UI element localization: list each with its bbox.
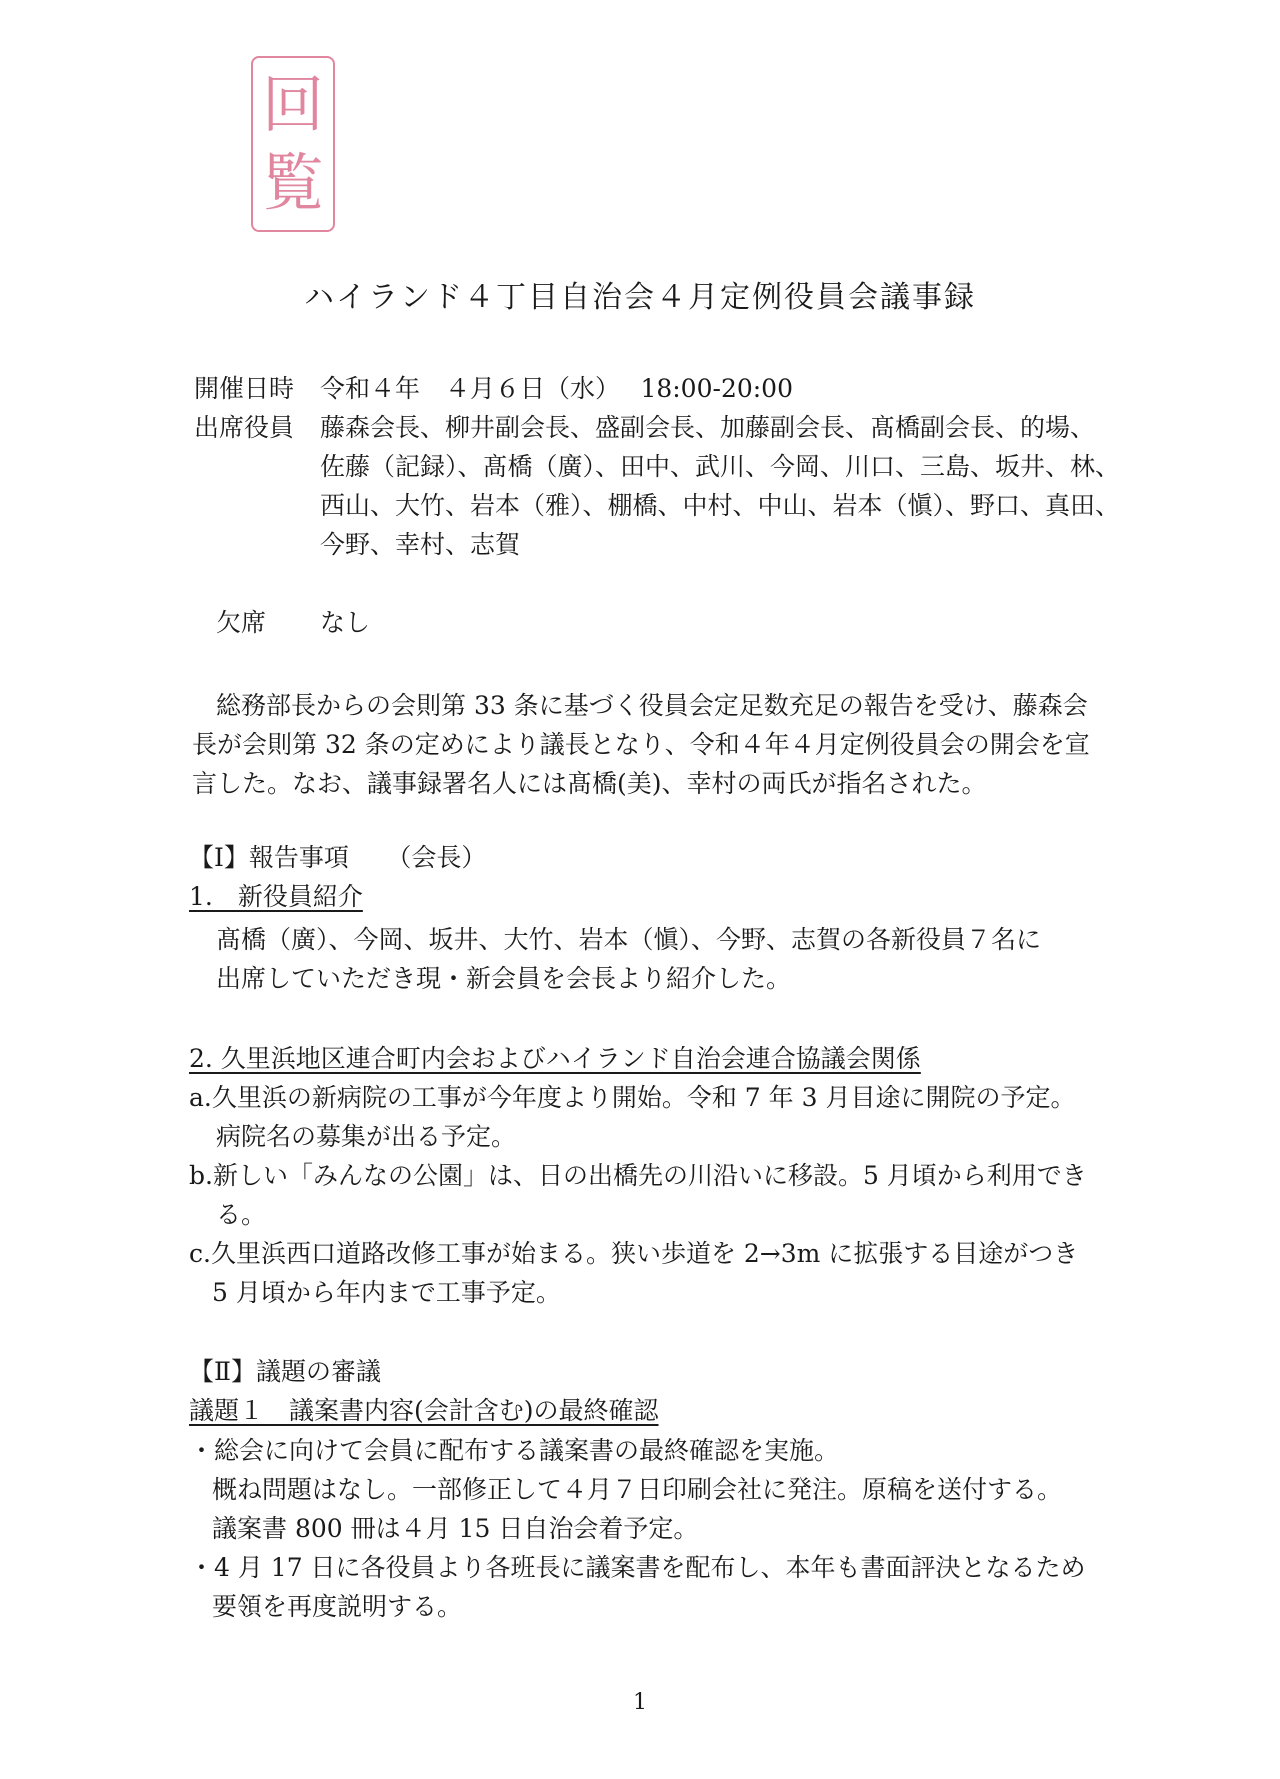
absent-label: 欠席: [216, 608, 267, 637]
agenda-1-bullet-cont: 要領を再度説明する。: [212, 1592, 463, 1621]
intro-line: 総務部長からの会則第 33 条に基づく役員会定足数充足の報告を受け、藤森会: [216, 691, 1088, 720]
circulation-stamp: [251, 56, 335, 232]
item-2-point: b.新しい「みんなの公園」は、日の出橋先の川沿いに移設。5 月頃から利用でき: [189, 1161, 1087, 1190]
item-2-point: a.久里浜の新病院の工事が今年度より開始。令和 7 年 3 月目途に開院の予定。: [189, 1083, 1076, 1112]
attendees-line: 西山、大竹、岩本（雅）、棚橋、中村、中山、岩本（愼）、野口、真田、: [320, 491, 1121, 520]
document-title: ハイランド４丁目自治会４月定例役員会議事録: [304, 280, 976, 315]
item-2-point-cont: 病院名の募集が出る予定。: [216, 1122, 517, 1151]
item-2-point-cont: 5 月頃から年内まで工事予定。: [212, 1278, 561, 1307]
agenda-1-bullet: ・総会に向けて会員に配布する議案書の最終確認を実施。: [189, 1436, 840, 1465]
item-1-line: 出席していただき現・新会員を会長より紹介した。: [216, 964, 792, 993]
attendees-label: 出席役員: [194, 413, 295, 442]
date-label: 開催日時: [194, 374, 295, 403]
agenda-1-bullet-cont: 概ね問題はなし。一部修正して４月７日印刷会社に発注。原稿を送付する。: [212, 1475, 1063, 1504]
section-1-heading: 【Ⅰ】報告事項 （会長）: [189, 843, 487, 872]
agenda-1-title: 議題１ 議案書内容(会計含む)の最終確認: [189, 1396, 659, 1425]
item-2-point: c.久里浜西口道路改修工事が始まる。狭い歩道を 2→3m に拡張する目途がつき: [189, 1239, 1079, 1268]
attendees-line: 今野、幸村、志賀: [320, 530, 521, 559]
item-1-title: 1. 新役員紹介: [189, 882, 363, 911]
agenda-1-bullet: ・4 月 17 日に各役員より各班長に議案書を配布し、本年も書面評決となるため: [189, 1553, 1086, 1582]
date-value: 令和４年 ４月６日（水） 18:00-20:00: [320, 374, 793, 403]
section-2-heading: 【Ⅱ】議題の審議: [189, 1357, 381, 1386]
agenda-1-bullet-cont: 議案書 800 冊は４月 15 日自治会着予定。: [212, 1514, 699, 1543]
item-1-line: 髙橋（廣）、今岡、坂井、大竹、岩本（愼）、今野、志賀の各新役員７名に: [216, 925, 1042, 954]
stamp-char-1: 回: [261, 68, 324, 141]
item-2-point-cont: る。: [216, 1200, 267, 1229]
intro-line: 言した。なお、議事録署名人には髙橋(美)、幸村の両氏が指名された。: [192, 769, 987, 798]
attendees-line: 藤森会長、柳井副会長、盛副会長、加藤副会長、髙橋副会長、的場、: [320, 413, 1096, 442]
absent-value: なし: [320, 608, 371, 637]
page-number: 1: [633, 1690, 647, 1715]
intro-line: 長が会則第 32 条の定めにより議長となり、令和４年４月定例役員会の開会を宣: [192, 730, 1090, 759]
item-2-title: 2. 久里浜地区連合町内会およびハイランド自治会連合協議会関係: [189, 1044, 921, 1073]
stamp-char-2: 覧: [261, 146, 324, 219]
attendees-line: 佐藤（記録）、髙橋（廣）、田中、武川、今岡、川口、三島、坂井、林、: [320, 452, 1121, 481]
